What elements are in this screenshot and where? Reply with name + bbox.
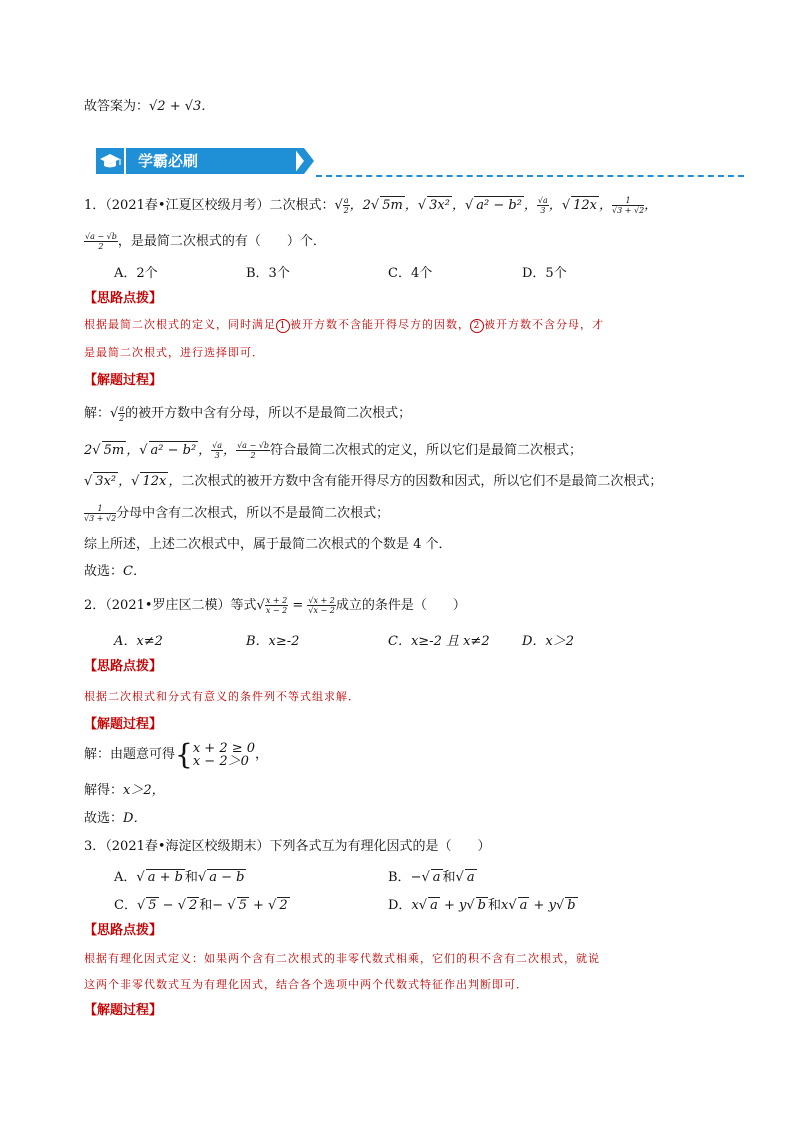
q1-solution-6 — [84, 563, 146, 581]
q1-stem-tail: 是最简二次根式的有（ ）个． — [130, 234, 326, 249]
q1-option-b: B．3个 — [246, 266, 290, 281]
q1-stem — [84, 196, 657, 215]
q3-option-b-label: B． — [388, 870, 411, 885]
q1-process-title: 【解题过程】 — [84, 373, 163, 388]
q3-option-c: C．√ 5 − √ 2 和− √ 5 + √ 2 — [114, 898, 288, 913]
q3-hint-title: 【思路点拨】 — [84, 923, 163, 938]
chevron-right-icon — [294, 148, 318, 174]
q3-and-c: 和 — [199, 898, 213, 913]
q2-solution-2 — [84, 782, 165, 800]
q2-stem-a: 2．（2021•罗庄区二模）等式 — [84, 598, 257, 613]
q2-hint-title: 【思路点拨】 — [84, 659, 163, 674]
graduation-cap-icon — [96, 148, 124, 174]
q1-solution-2: 2√ 5m ，√ a² − b² ， $\frac{√a}{3}$ ， $\frac{√a - √b}{2}$ 符合最简二次根式的定义，所以它们是最简二次根式； — [84, 441, 582, 460]
section-header — [96, 148, 744, 178]
q1-solution-5: 综上所述，上述二次根式中，属于最简二次根式的个数是 4 个． — [84, 537, 452, 552]
q1-radicals: √ $\frac{a}{2}$ ，2√ 5m ，√ 3x² ，√ a² − b² ， $\frac{√a}{3}$ ，√ 12x ， $\frac{1}{√3 + √2}$ ， — [334, 196, 658, 215]
q1-solution-1-text: 的被开方数中含有分母，所以不是最简二次根式； — [125, 406, 412, 421]
q1-hint-title: 【思路点拨】 — [84, 291, 163, 306]
q3-and-b: 和 — [442, 870, 456, 885]
q3-option-a-label: A． — [114, 870, 137, 885]
q1-solution-4-text: 分母中含有二次根式，所以不是最简二次根式； — [116, 506, 390, 521]
q3-option-a: A．√ a + b 和√ a − b — [114, 870, 245, 885]
section-title: 学霸必刷 — [126, 148, 296, 174]
q1-option-a: A．2个 — [114, 266, 158, 281]
q1-solution-3-text: 二次根式的被开方数中含有能开得尽方的因数和因式，所以它们不是最简二次根式； — [181, 474, 663, 489]
q1-hint-part-a: 根据最简二次根式的定义，同时满足 — [84, 318, 276, 331]
q1-stem-text: 1．（2021春•江夏区校级月考）二次根式： — [84, 198, 335, 213]
q3-option-d-label: D． — [388, 898, 412, 913]
header-divider — [316, 175, 744, 177]
q3-option-c-label: C． — [114, 898, 137, 913]
q2-solution-1-text: 解：由题意可得 — [84, 747, 176, 762]
q2-stem: 2．（2021•罗庄区二模）等式√ $\frac{x + 2}{x - 2}$ = $\frac{√x + 2}{√x - 2}$ 成立的条件是（ ） — [84, 596, 466, 615]
q1-hint-line-1: 根据最简二次根式的定义，同时满足 1 被开方数不含能开得尽方的因数， 2 被开方数不含分母，才 — [84, 318, 604, 331]
q2-solve-result: x＞2， — [123, 783, 165, 798]
q1-choose-answer: C． — [123, 564, 146, 579]
q3-hint-line-2: 这两个非零代数式互为有理化因式，结合各个选项中两个代数式特征作出判断即可． — [84, 978, 528, 991]
q2-solve-label: 解得： — [84, 783, 124, 798]
answer-math: √2 + √3． — [149, 99, 215, 114]
q1-solution-prefix: 解： — [84, 406, 111, 421]
q1-solution-2-text: 符合最简二次根式的定义，所以它们是最简二次根式； — [269, 443, 582, 458]
q1-option-d: D．5个 — [522, 266, 567, 281]
q1-hint-part-c: 被开方数不含分母，才 — [484, 318, 604, 331]
q3-process-title: 【解题过程】 — [84, 1003, 163, 1018]
q1-hint-part-b: 被开方数不含能开得尽方的因数， — [290, 318, 470, 331]
q2-solution-3 — [84, 810, 146, 828]
q3-stem: 3．（2021春•海淀区校级期末）下列各式互为有理化因式的是（ ） — [84, 839, 491, 854]
q2-hint: 根据二次根式和分式有意义的条件列不等式组求解． — [84, 690, 360, 703]
q1-hint-line-2: 是最简二次根式，进行选择即可． — [84, 346, 264, 359]
q2-option-b: B．x≥-2 — [246, 634, 300, 649]
q2-solution-1: 解：由题意可得{ x + 2 ≥ 0 x − 2＞0 ， — [84, 738, 269, 771]
q2-stem-b: 成立的条件是（ ） — [335, 598, 466, 613]
q2-choose-answer: D． — [123, 811, 147, 826]
q2-choose-label: 故选： — [84, 811, 124, 826]
q3-option-b: B．−√ a 和√ a — [388, 870, 475, 885]
answer-label: 故答案为： — [84, 99, 150, 114]
q1-solution-3: √ 3x² ，√ 12x ，二次根式的被开方数中含有能开得尽方的因数和因式，所以它们不是最简二次根式； — [84, 474, 663, 489]
answer-line — [84, 98, 214, 116]
q1-choose-label: 故选： — [84, 564, 124, 579]
q2-process-title: 【解题过程】 — [84, 717, 163, 732]
q2-option-c: C．x≥-2 且 x≠2 — [388, 634, 490, 649]
q2-system-1: x + 2 ≥ 0 — [192, 741, 256, 756]
q2-option-a: A．x≠2 — [114, 634, 163, 649]
q1-solution-4: $\frac{1}{√3 + √2}$ 分母中含有二次根式，所以不是最简二次根式； — [84, 504, 390, 523]
q3-and-d: 和 — [487, 898, 501, 913]
q1-stem-2: $\frac{√a - √b}{2}$ ，是最简二次根式的有（ ）个． — [85, 232, 326, 251]
q3-hint-line-1: 根据有理化因式定义：如果两个含有二次根式的非零代数式相乘，它们的积不含有二次根式，就说 — [84, 952, 600, 965]
q2-system-2: x − 2＞0 — [192, 754, 249, 769]
q3-option-d: D．x√ a + y√ b 和x√ a + y√ b — [388, 898, 576, 913]
q2-option-d: D．x＞2 — [522, 634, 575, 649]
q3-and-a: 和 — [184, 870, 198, 885]
q1-option-c: C．4个 — [388, 266, 433, 281]
q1-solution-1: 解：√ $\frac{a}{2}$ 的被开方数中含有分母，所以不是最简二次根式； — [84, 404, 412, 423]
